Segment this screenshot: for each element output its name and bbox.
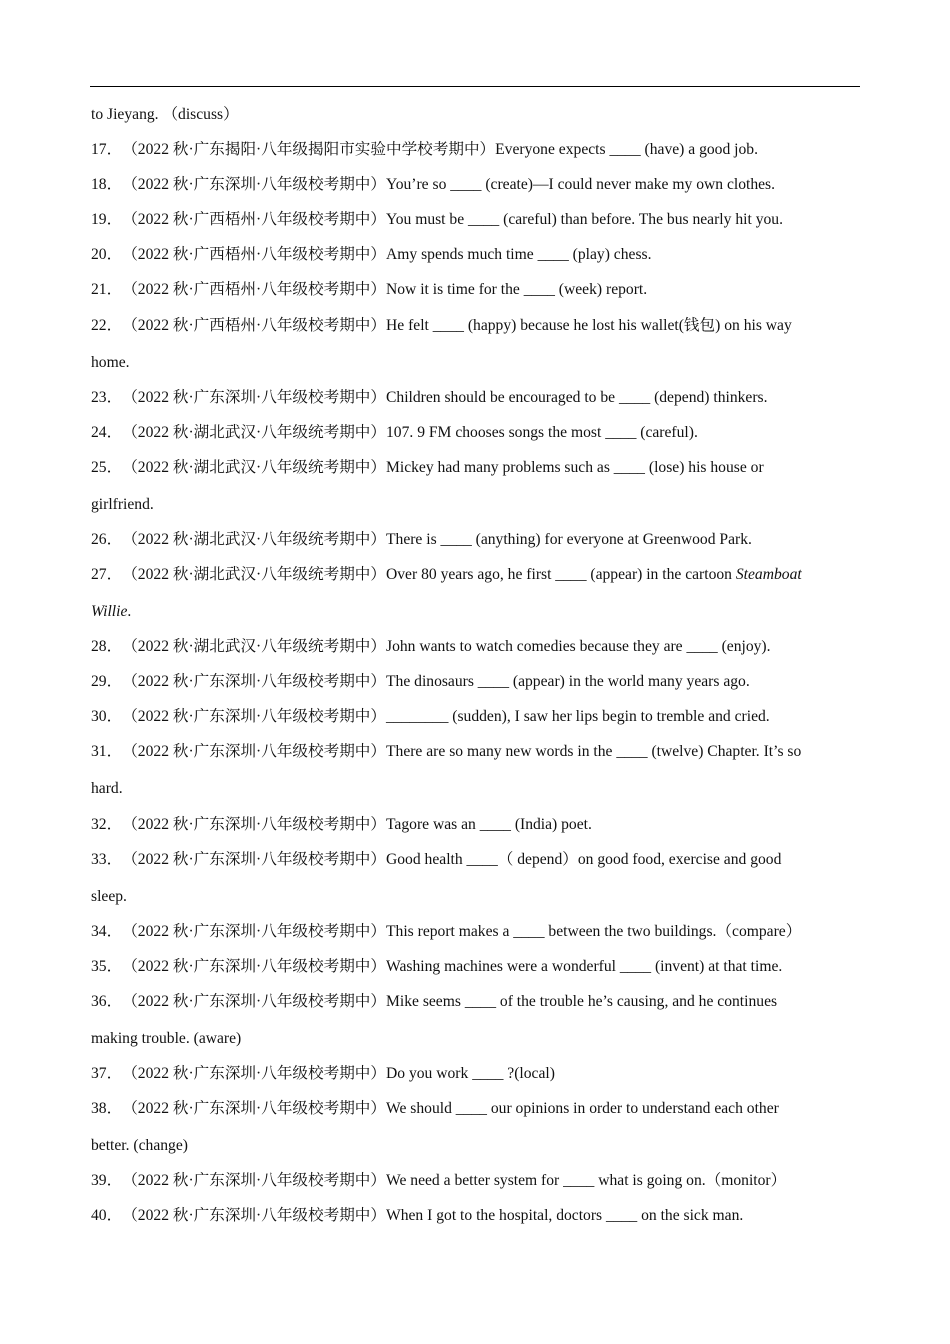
question-item <box>91 167 859 202</box>
question-text: Do you work ____ ?(local) <box>386 1064 555 1082</box>
question-source: （2022 秋·湖北武汉·八年级统考期中） <box>122 566 386 584</box>
question-text: The dinosaurs ____ (appear) in the world many years ago. <box>386 673 750 691</box>
question-number: 31． <box>91 743 123 761</box>
question-continuation <box>91 771 859 806</box>
question-source: （2022 秋·广东深圳·八年级校考期中） <box>122 1064 386 1082</box>
question-item <box>91 450 859 487</box>
question-text: Over 80 years ago, he first ____ (appear) in the cartoon <box>386 566 736 584</box>
question-text: ________ (sudden), I saw her lips begin to tremble and cried. <box>386 708 770 726</box>
question-text: He felt ____ (happy) because he lost his wallet(钱包) on his way <box>386 316 792 334</box>
question-number: 32． <box>91 815 123 833</box>
question-source: （2022 秋·湖北武汉·八年级统考期中） <box>122 458 386 476</box>
question-item <box>91 522 859 557</box>
question-source: （2022 秋·广东深圳·八年级校考期中） <box>122 743 386 761</box>
question-item <box>91 842 859 879</box>
question-number: 34． <box>91 922 123 940</box>
question-number: 40． <box>91 1207 123 1225</box>
question-number: 24． <box>91 423 123 441</box>
question-item <box>91 984 859 1021</box>
question-item <box>91 664 859 699</box>
question-source: （2022 秋·广西梧州·八年级校考期中） <box>122 211 386 229</box>
question-number: 29． <box>91 673 123 691</box>
question-number: 38． <box>91 1100 123 1118</box>
header-rule <box>90 86 860 87</box>
question-text: Tagore was an ____ (India) poet. <box>386 815 592 833</box>
question-continuation <box>91 345 859 380</box>
question-source: （2022 秋·广西梧州·八年级校考期中） <box>122 316 386 334</box>
question-source: （2022 秋·广东深圳·八年级校考期中） <box>122 673 386 691</box>
question-source: （2022 秋·广东揭阳·八年级揭阳市实验中学校考期中） <box>122 141 496 159</box>
question-source: （2022 秋·广东深圳·八年级校考期中） <box>122 1172 386 1190</box>
question-item <box>91 415 859 450</box>
question-text: There are so many new words in the ____ (twelve) Chapter. It’s so <box>386 743 802 761</box>
question-text: This report makes a ____ between the two buildings.（compare） <box>386 922 802 940</box>
question-number: 25． <box>91 458 123 476</box>
question-continuation-text: sleep. <box>91 887 127 905</box>
question-number: 23． <box>91 388 123 406</box>
question-item <box>91 914 859 949</box>
question-text: 107. 9 FM chooses songs the most ____ (careful). <box>386 423 698 441</box>
question-number: 17． <box>91 141 123 159</box>
question-text: Washing machines were a wonderful ____ (invent) at that time. <box>386 957 783 975</box>
question-source: （2022 秋·湖北武汉·八年级统考期中） <box>122 530 386 548</box>
question-continuation <box>91 594 859 629</box>
question-item <box>91 699 859 734</box>
question-source: （2022 秋·广东深圳·八年级校考期中） <box>122 992 386 1010</box>
question-source: （2022 秋·广东深圳·八年级校考期中） <box>122 850 386 868</box>
question-continuation <box>91 1128 859 1163</box>
question-number: 18． <box>91 176 123 194</box>
question-item <box>91 629 859 664</box>
question-item <box>91 1091 859 1128</box>
question-source: （2022 秋·广东深圳·八年级校考期中） <box>122 922 386 940</box>
question-number: 36． <box>91 992 123 1010</box>
question-text: You’re so ____ (create)—I could never make my own clothes. <box>386 176 776 194</box>
question-item <box>91 132 859 167</box>
question-item <box>91 1056 859 1091</box>
question-item <box>91 1198 859 1233</box>
question-text: Everyone expects ____ (have) a good job. <box>495 141 758 159</box>
question-source: （2022 秋·广西梧州·八年级校考期中） <box>122 281 386 299</box>
exercise-list <box>91 97 859 1233</box>
question-item <box>91 949 859 984</box>
question-item <box>91 237 859 272</box>
question-number: 28． <box>91 638 123 656</box>
question-source: （2022 秋·广东深圳·八年级校考期中） <box>122 388 386 406</box>
question-source: （2022 秋·广东深圳·八年级校考期中） <box>122 1100 386 1118</box>
question-source: （2022 秋·广东深圳·八年级校考期中） <box>122 957 386 975</box>
question-source: （2022 秋·广东深圳·八年级校考期中） <box>122 1207 386 1225</box>
question-source: （2022 秋·广西梧州·八年级校考期中） <box>122 246 386 264</box>
question-item <box>91 557 859 594</box>
question-source: （2022 秋·湖北武汉·八年级统考期中） <box>122 423 386 441</box>
question-continuation-text: better. (change) <box>91 1137 188 1155</box>
question-item <box>91 308 859 345</box>
question-continuation-text: home. <box>91 353 130 371</box>
question-item <box>91 380 859 415</box>
question-text: Children should be encouraged to be ____ (depend) thinkers. <box>386 388 768 406</box>
carry-over-line: to Jieyang. （discuss） <box>91 106 239 123</box>
question-number: 26． <box>91 530 123 548</box>
question-source: （2022 秋·广东深圳·八年级校考期中） <box>122 815 386 833</box>
question-continuation-text: hard. <box>91 780 123 798</box>
question-source: （2022 秋·广东深圳·八年级校考期中） <box>122 176 386 194</box>
question-item <box>91 807 859 842</box>
question-continuation <box>91 1021 859 1056</box>
question-continuation-text: making trouble. (aware) <box>91 1029 242 1047</box>
question-number: 20． <box>91 246 123 264</box>
question-text: We need a better system for ____ what is going on.（monitor） <box>386 1172 787 1190</box>
question-number: 22． <box>91 316 123 334</box>
question-number: 37． <box>91 1064 123 1082</box>
question-title-italic: Steamboat <box>735 566 802 584</box>
question-text: When I got to the hospital, doctors ____ on the sick man. <box>386 1207 744 1225</box>
question-continuation-text: girlfriend. <box>91 495 154 513</box>
question-text: Mickey had many problems such as ____ (lose) his house or <box>386 458 764 476</box>
question-number: 27． <box>91 566 123 584</box>
question-item <box>91 734 859 771</box>
question-item <box>91 202 859 237</box>
question-continuation <box>91 879 859 914</box>
question-text: John wants to watch comedies because they are ____ (enjoy). <box>386 638 771 656</box>
question-continuation <box>91 487 859 522</box>
question-text: You must be ____ (careful) than before. The bus nearly hit you. <box>386 211 783 229</box>
question-number: 33． <box>91 850 123 868</box>
question-continuation-text: . <box>127 603 132 621</box>
question-item <box>91 272 859 307</box>
question-source: （2022 秋·广东深圳·八年级校考期中） <box>122 708 386 726</box>
question-source: （2022 秋·湖北武汉·八年级统考期中） <box>122 638 386 656</box>
question-text: Now it is time for the ____ (week) report. <box>386 281 648 299</box>
question-number: 21． <box>91 281 123 299</box>
question-text: Amy spends much time ____ (play) chess. <box>386 246 652 264</box>
question-text: There is ____ (anything) for everyone at Greenwood Park. <box>386 530 752 548</box>
question-text: Good health ____（ depend）on good food, exercise and good <box>386 850 782 868</box>
question-text: We should ____ our opinions in order to understand each other <box>386 1100 779 1118</box>
question-items <box>91 132 859 1233</box>
question-number: 30． <box>91 708 123 726</box>
question-number: 35． <box>91 957 123 975</box>
question-item <box>91 1163 859 1198</box>
question-number: 19． <box>91 211 123 229</box>
question-number: 39． <box>91 1172 123 1190</box>
question-text: Mike seems ____ of the trouble he’s causing, and he continues <box>386 992 778 1010</box>
question-title-italic: Willie <box>91 603 128 621</box>
